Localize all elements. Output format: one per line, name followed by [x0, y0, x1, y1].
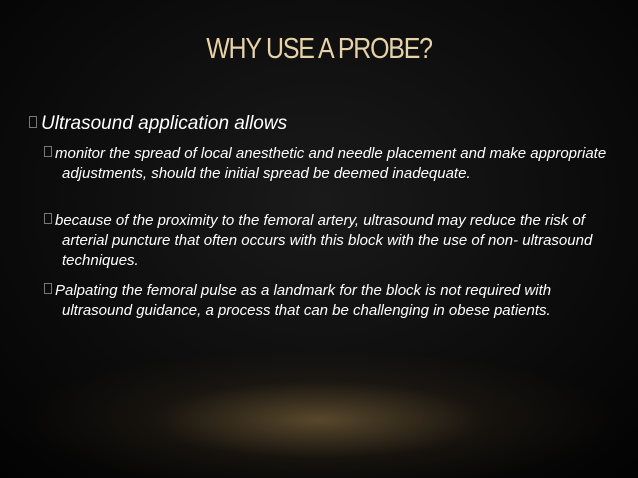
sub-bullet-text: Palpating the femoral pulse as a landmark for the block is not required with ultrasound guidance, a process that can be challenging in obese patients.	[55, 282, 552, 319]
sub-bullet-item	[44, 281, 622, 321]
sub-bullet-text: because of the proximity to the femoral artery, ultrasound may reduce the risk of arterial puncture that often occurs with this block with the use of non- ultrasound techniques.	[55, 212, 593, 269]
slide-title: WHY USE A PROBE?	[206, 33, 432, 65]
bullet-box-icon	[44, 146, 52, 157]
bullet-text: Ultrasound application allows	[41, 113, 288, 134]
bullet-box-icon	[44, 283, 52, 294]
bullet-box-icon	[44, 213, 52, 224]
sub-bullet-item	[44, 211, 622, 271]
bullet-level-1	[29, 113, 287, 135]
bullet-box-icon	[29, 116, 37, 128]
sub-bullet-item	[44, 144, 622, 184]
sub-bullet-text: monitor the spread of local anesthetic and needle placement and make appropriate adjustments, should the initial spread be deemed inadequate.	[55, 145, 607, 182]
